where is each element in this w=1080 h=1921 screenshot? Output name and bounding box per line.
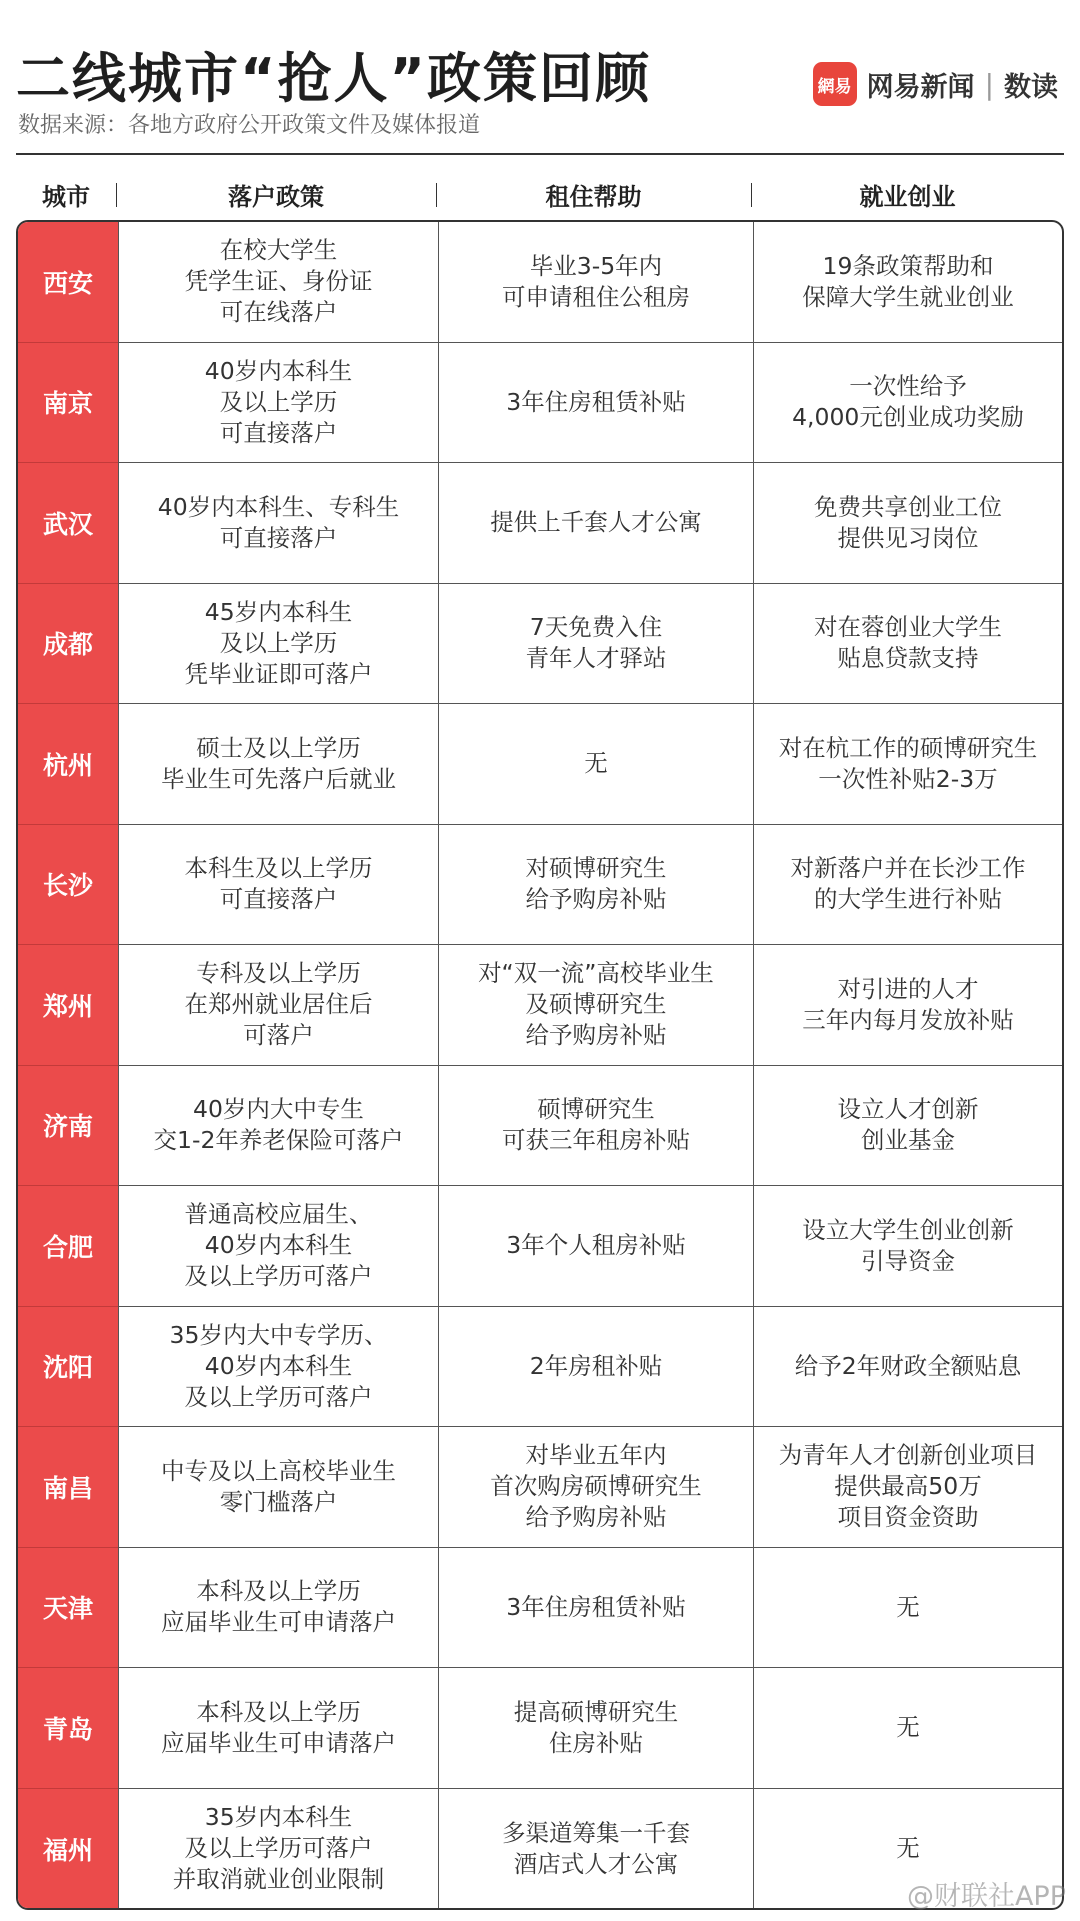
settlement-policy-cell (118, 945, 438, 1066)
housing-help-cell-text: 毕业3-5年内 可申请租住公租房 (502, 251, 690, 311)
housing-help-cell (438, 704, 753, 825)
page-header (16, 32, 1064, 152)
housing-help-cell (438, 343, 753, 464)
settlement-policy-cell-text: 40岁内本科生 及以上学历 可直接落户 (204, 356, 353, 447)
table-row (18, 222, 1062, 343)
settlement-policy-cell (118, 1066, 438, 1187)
settlement-policy-cell (118, 1307, 438, 1428)
settlement-policy-cell (118, 1548, 438, 1669)
city-name-cell: 南昌 (18, 1427, 118, 1548)
city-name-cell: 沈阳 (18, 1307, 118, 1428)
brand-block (813, 62, 1058, 106)
city-name-cell: 长沙 (18, 825, 118, 946)
column-header-housing: 租住帮助 (545, 182, 642, 211)
employment-cell-text: 对在杭工作的硕博研究生 一次性补贴2-3万 (778, 733, 1038, 793)
employment-cell-text: 无 (896, 1834, 920, 1863)
housing-help-cell (438, 1668, 753, 1789)
settlement-policy-cell (118, 343, 438, 464)
housing-help-cell (438, 1427, 753, 1548)
city-name-cell: 青岛 (18, 1668, 118, 1789)
city-name-cell: 合肥 (18, 1186, 118, 1307)
housing-help-cell (438, 1066, 753, 1187)
settlement-policy-cell-text: 40岁内本科生、专科生 可直接落户 (157, 492, 400, 552)
housing-help-cell-text: 2年房租补贴 (529, 1351, 663, 1380)
housing-help-cell (438, 1186, 753, 1307)
table-row (18, 1307, 1062, 1428)
employment-cell (753, 704, 1062, 825)
table-row (18, 463, 1062, 584)
employment-cell (753, 1427, 1062, 1548)
housing-help-cell-text: 提高硕博研究生 住房补贴 (513, 1697, 679, 1757)
table-row (18, 584, 1062, 705)
employment-cell-text: 对引进的人才 三年内每月发放补贴 (802, 974, 1014, 1034)
city-name-cell: 郑州 (18, 945, 118, 1066)
page-title: 二线城市“抢人”政策回顾 (16, 47, 651, 110)
employment-cell-text: 无 (896, 1713, 920, 1742)
employment-cell-text: 无 (896, 1592, 920, 1621)
employment-cell (753, 1307, 1062, 1428)
column-header-employment: 就业创业 (859, 182, 956, 211)
employment-cell (753, 584, 1062, 705)
city-name-cell: 杭州 (18, 704, 118, 825)
settlement-policy-cell (118, 463, 438, 584)
city-name-cell: 济南 (18, 1066, 118, 1187)
settlement-policy-cell (118, 584, 438, 705)
header-divider (16, 153, 1064, 155)
housing-help-cell (438, 584, 753, 705)
settlement-policy-cell (118, 704, 438, 825)
settlement-policy-cell-text: 中专及以上高校毕业生 零门槛落户 (161, 1456, 396, 1516)
employment-cell (753, 222, 1062, 343)
city-name-cell: 福州 (18, 1789, 118, 1910)
table-row (18, 1186, 1062, 1307)
brand-separator: | (984, 67, 994, 101)
employment-cell (753, 343, 1062, 464)
housing-help-cell (438, 945, 753, 1066)
employment-cell-text: 对在蓉创业大学生 贴息贷款支持 (814, 613, 1002, 673)
housing-help-cell-text: 3年个人租房补贴 (506, 1231, 686, 1260)
housing-help-cell-text: 7天免费入住 青年人才驿站 (525, 613, 667, 673)
settlement-policy-cell (118, 825, 438, 946)
settlement-policy-cell (118, 1668, 438, 1789)
housing-help-cell-text: 3年住房租赁补贴 (506, 387, 686, 416)
employment-cell-text: 对新落户并在长沙工作 的大学生进行补贴 (790, 854, 1026, 914)
watermark: @财联社APP (906, 1881, 1066, 1912)
brand-sub-name: 数读 (1004, 71, 1058, 103)
city-name-cell: 成都 (18, 584, 118, 705)
table-row (18, 1548, 1062, 1669)
netease-logo-icon: 網易 (813, 62, 857, 106)
data-source-note: 数据来源：各地方政府公开政策文件及媒体报道 (18, 113, 481, 138)
settlement-policy-cell-text: 35岁内大中专学历、 40岁内本科生 及以上学历可落户 (169, 1320, 388, 1411)
employment-cell-text: 给予2年财政全额贴息 (794, 1351, 1022, 1380)
table-row (18, 704, 1062, 825)
city-name-cell: 武汉 (18, 463, 118, 584)
settlement-policy-cell-text: 45岁内本科生 及以上学历 凭毕业证即可落户 (184, 597, 373, 688)
table-row (18, 945, 1062, 1066)
housing-help-cell-text: 多渠道筹集一千套 酒店式人才公寓 (502, 1818, 690, 1878)
table-row (18, 1668, 1062, 1789)
settlement-policy-cell (118, 222, 438, 343)
settlement-policy-cell-text: 硕士及以上学历 毕业生可先落户后就业 (161, 733, 396, 793)
column-header-settlement: 落户政策 (228, 182, 324, 211)
settlement-policy-cell-text: 普通高校应届生、 40岁内本科生 及以上学历可落户 (184, 1200, 373, 1291)
settlement-policy-cell-text: 专科及以上学历 在郑州就业居住后 可落户 (184, 959, 373, 1050)
employment-cell (753, 825, 1062, 946)
employment-cell (753, 1186, 1062, 1307)
settlement-policy-cell (118, 1789, 438, 1910)
table-row (18, 343, 1062, 464)
housing-help-cell (438, 463, 753, 584)
employment-cell-text: 免费共享创业工位 提供见习岗位 (814, 492, 1002, 552)
housing-help-cell-text: 提供上千套人才公寓 (490, 508, 702, 537)
employment-cell-text: 一次性给予 4,000元创业成功奖励 (792, 372, 1024, 432)
employment-cell (753, 1066, 1062, 1187)
employment-cell (753, 945, 1062, 1066)
city-name-cell: 天津 (18, 1548, 118, 1669)
housing-help-cell-text: 对“双一流”高校毕业生 及硕博研究生 给予购房补贴 (478, 959, 714, 1050)
settlement-policy-cell-text: 本科及以上学历 应届毕业生可申请落户 (161, 1577, 396, 1637)
settlement-policy-cell-text: 本科及以上学历 应届毕业生可申请落户 (161, 1697, 396, 1757)
settlement-policy-cell-text: 40岁内大中专生 交1-2年养老保险可落户 (153, 1095, 404, 1155)
brand-name: 网易新闻 (866, 71, 975, 103)
housing-help-cell (438, 1548, 753, 1669)
table-row (18, 1789, 1062, 1910)
settlement-policy-cell (118, 1427, 438, 1548)
housing-help-cell (438, 1307, 753, 1428)
column-headers (16, 176, 1064, 212)
employment-cell (753, 1548, 1062, 1669)
settlement-policy-cell-text: 在校大学生 凭学生证、身份证 可在线落户 (184, 236, 373, 327)
housing-help-cell-text: 3年住房租赁补贴 (506, 1592, 686, 1621)
housing-help-cell-text: 硕博研究生 可获三年租房补贴 (502, 1095, 690, 1155)
housing-help-cell-text: 对硕博研究生 给予购房补贴 (525, 854, 667, 914)
city-name-cell: 南京 (18, 343, 118, 464)
city-name-cell: 西安 (18, 222, 118, 343)
employment-cell-text: 为青年人才创新创业项目 提供最高50万 项目资金资助 (778, 1441, 1038, 1532)
table-row (18, 825, 1062, 946)
column-header-city: 城市 (42, 182, 90, 211)
table-row (18, 1066, 1062, 1187)
housing-help-cell (438, 825, 753, 946)
employment-cell-text: 19条政策帮助和 保障大学生就业创业 (802, 251, 1014, 311)
employment-cell (753, 463, 1062, 584)
employment-cell (753, 1668, 1062, 1789)
settlement-policy-cell (118, 1186, 438, 1307)
housing-help-cell (438, 222, 753, 343)
employment-cell-text: 设立大学生创业创新 引导资金 (802, 1215, 1014, 1275)
policy-table (16, 220, 1064, 1910)
housing-help-cell-text: 无 (584, 749, 608, 778)
settlement-policy-cell-text: 35岁内本科生 及以上学历可落户 并取消就业创业限制 (172, 1803, 385, 1894)
housing-help-cell-text: 对毕业五年内 首次购房硕博研究生 给予购房补贴 (490, 1441, 702, 1532)
table-row (18, 1427, 1062, 1548)
employment-cell-text: 设立人才创新 创业基金 (837, 1095, 979, 1155)
settlement-policy-cell-text: 本科生及以上学历 可直接落户 (184, 854, 373, 914)
housing-help-cell (438, 1789, 753, 1910)
